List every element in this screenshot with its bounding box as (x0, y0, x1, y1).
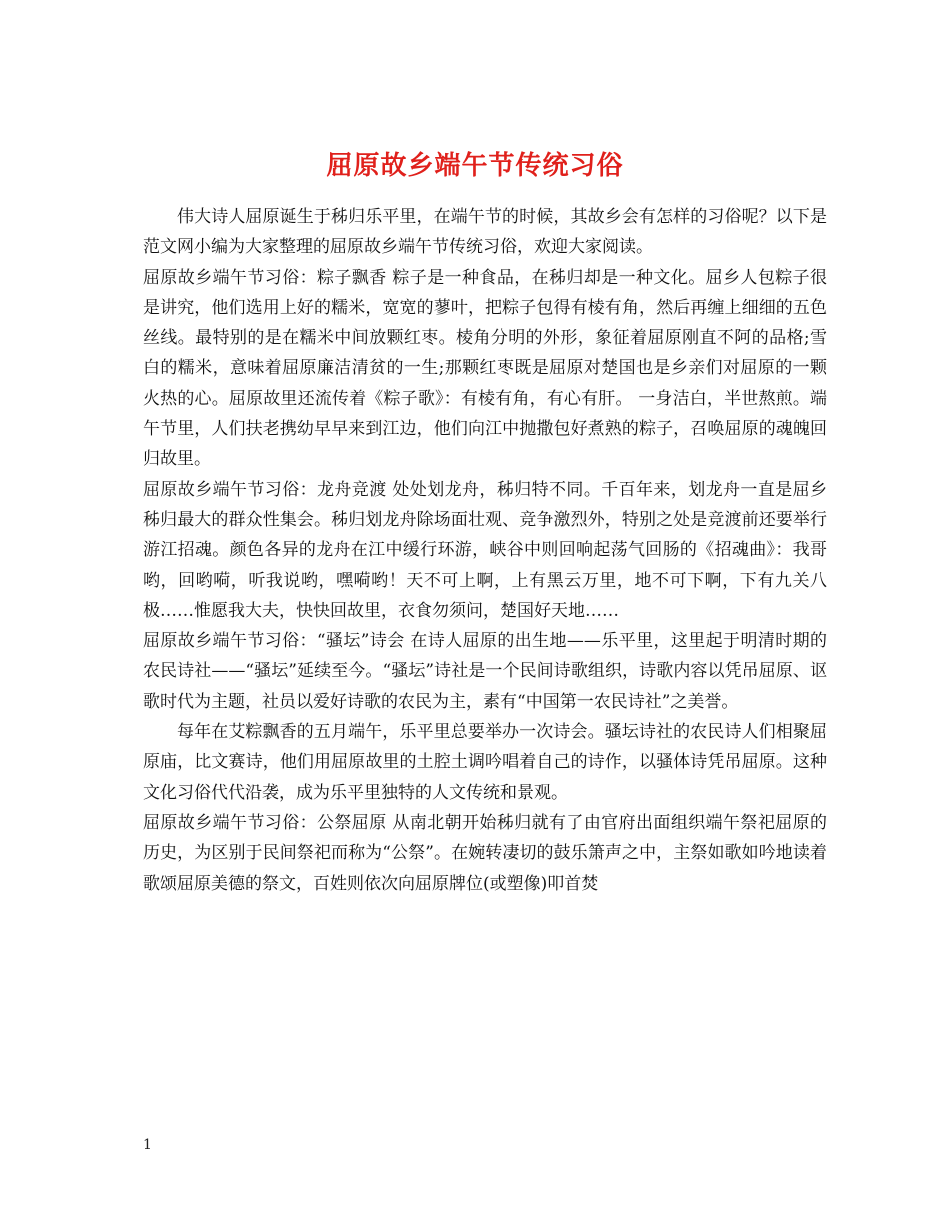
section-public-sacrifice (143, 808, 827, 899)
section-text: 粽子是一种食品，在秭归却是一种文化。屈乡人包粽子很是讲究，他们选用上好的糯米，宽宽的蓼叶，把粽子包得有棱有角，然后再缠上细细的五色丝线。最特别的是在糯米中间放颗红枣。棱角分明的外形，象征着屈原刚直不阿的品格;雪白的糯米，意味着屈原廉洁清贫的一生;那颗红枣既是屈原对楚国也是乡亲们对屈原的一颗火热的心。屈原故里还流传着《粽子歌》：有棱有角，有心有肝。 一身洁白，半世熬煎。端午节里，人们扶老携幼早早来到江边，他们向江中抛撒包好煮熟的粽子，召唤屈原的魂魄回归故里。 (143, 267, 828, 470)
document-body (143, 202, 827, 899)
section-heading: 屈原故乡端午节习俗：公祭屈原 (143, 812, 387, 833)
section-text: 从南北朝开始秭归就有了由官府出面组织端午祭祀屈原的历史，为区别于民间祭祀而称为“公祭”。在婉转凄切的鼓乐箫声之中，主祭如歌如吟地读着歌颂屈原美德的祭文，百姓则依次向屈原牌位(或塑像)叩首焚 (143, 812, 828, 894)
section-poetry-extra-paragraph: 每年在艾粽飘香的五月端午，乐平里总要举办一次诗会。骚坛诗社的农民诗人们相聚屈原庙，比文赛诗，他们用屈原故里的土腔土调吟唱着自己的诗作，以骚体诗凭吊屈原。这种文化习俗代代沿袭，成为乐平里独特的人文传统和景观。 (143, 722, 827, 803)
section-heading: 屈原故乡端午节习俗：粽子飘香 (143, 267, 387, 288)
document-title: 屈原故乡端午节传统习俗 (326, 151, 624, 182)
section-heading: 屈原故乡端午节习俗：“骚坛”诗会 (143, 631, 405, 652)
page-number: 1 (143, 1137, 152, 1153)
section-heading: 屈原故乡端午节习俗：龙舟竞渡 (143, 479, 387, 500)
section-zongzi (143, 263, 827, 475)
section-text: 在诗人屈原的出生地——乐平里，这里起于明清时期的农民诗社——“骚坛”延续至今。“骚坛”诗社是一个民间诗歌组织，诗歌内容以凭吊屈原、讴歌时代为主题，社员以爱好诗歌的农民为主，素有“中国第一农民诗社”之美誉。 (143, 631, 827, 712)
section-poetry-meeting (143, 626, 827, 717)
section-dragon-boat (143, 475, 827, 626)
section-text: 处处划龙舟，秭归特不同。千百年来，划龙舟一直是屈乡秭归最大的群众性集会。秭归划龙舟除场面壮观、竞争激烈外，特别之处是竞渡前还要举行游江招魂。颜色各异的龙舟在江中缓行环游，峡谷中则回响起荡气回肠的《招魂曲》：我哥哟，回哟嗬，听我说哟，嘿嗬哟！天不可上啊，上有黑云万里，地不可下啊，下有九关八极……惟愿我大夫，快快回故里，衣食勿须问，楚国好天地…… (143, 479, 828, 621)
intro-paragraph: 伟大诗人屈原诞生于秭归乐平里，在端午节的时候，其故乡会有怎样的习俗呢？以下是范文网小编为大家整理的屈原故乡端午节传统习俗，欢迎大家阅读。 (143, 207, 827, 258)
